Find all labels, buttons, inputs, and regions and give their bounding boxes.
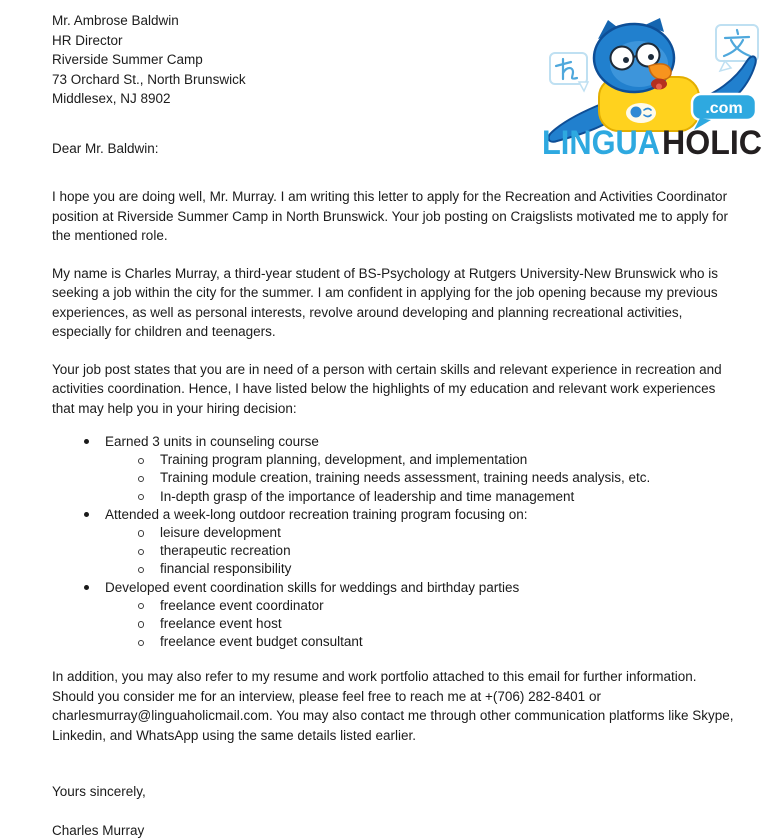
- bullet-circle-icon: [136, 469, 160, 487]
- valediction: Yours sincerely,: [52, 784, 146, 800]
- sub-bullet-item: [52, 469, 738, 487]
- sub-bullet-text: financial responsibility: [160, 561, 292, 577]
- bullet-item: [52, 506, 738, 524]
- bullet-circle-icon: [136, 597, 160, 615]
- bullet-dot-icon: [82, 579, 105, 597]
- sub-bullet-item: [52, 615, 738, 633]
- paragraph-about: My name is Charles Murray, a third-year student of BS-Psychology at Rutgers University-New Brunswick who is seeking a job within the city for the summer. I am confident in applying for the job opening because my previous experiences, as well as personal interests, revolve around developing and planning recreational activities, especially for children and teenagers.: [52, 265, 718, 339]
- bullet-circle-icon: [136, 615, 160, 633]
- recipient-title: HR Director: [52, 32, 123, 48]
- bullet-item: [52, 579, 738, 597]
- sub-bullet-item: [52, 488, 738, 506]
- bullet-text: Developed event coordination skills for weddings and birthday parties: [105, 579, 520, 595]
- sub-bullet-text: therapeutic recreation: [160, 543, 291, 559]
- bullet-circle-icon: [136, 560, 160, 578]
- sub-bullet-text: freelance event coordinator: [160, 597, 324, 613]
- highlights-list: [52, 433, 738, 651]
- wordmark-holic: HOLIC: [662, 124, 762, 161]
- recipient-company: Riverside Summer Camp: [52, 52, 203, 67]
- sub-bullet-item: [52, 451, 738, 469]
- recipient-street: 73 Orchard St., North Brunswick: [52, 71, 246, 87]
- sub-bullet-item: [52, 524, 738, 542]
- sub-bullet-item: [52, 597, 738, 615]
- signature-name: Charles Murray: [52, 822, 145, 838]
- speech-bubble-left: [550, 53, 588, 91]
- bullet-circle-icon: [136, 451, 160, 469]
- sub-bullet-text: In-depth grasp of the importance of leadership and time management: [160, 488, 575, 504]
- wordmark-lingua: LINGUA: [542, 124, 660, 161]
- dotcom-badge-label: .com: [705, 100, 743, 117]
- recipient-name: Mr. Ambrose Baldwin: [52, 13, 179, 28]
- sub-bullet-text: leisure development: [160, 525, 281, 541]
- paragraph-closing: In addition, you may also refer to my resume and work portfolio attached to this email for further information. Should you consider me for an interview, please feel free to reach me at +(706) 282-8401 or charlesmurray@linguaholicmail.com. You may also contact me through other communication platforms like Skype, Linkedin, and WhatsApp using the same details listed earlier.: [52, 669, 734, 743]
- sub-bullet-text: freelance event budget consultant: [160, 634, 363, 650]
- bullet-item: [52, 433, 738, 451]
- linguaholic-logo: [542, 17, 766, 161]
- bullet-dot-icon: [82, 433, 105, 451]
- owl-mascot-graphic: [542, 17, 766, 161]
- sub-bullet-item: [52, 560, 738, 578]
- sub-bullet-text: Training program planning, development, and implementation: [160, 452, 528, 468]
- bullet-circle-icon: [136, 633, 160, 651]
- sub-bullet-text: freelance event host: [160, 616, 282, 632]
- paragraph-highlights-lead: Your job post states that you are in need of a person with certain skills and relevant experience in recreation and activities coordination. Hence, I have listed below the highlights of my education and relevant work experiences that may help you in your hiring decision:: [52, 361, 722, 416]
- bullet-text: Attended a week-long outdoor recreation training program focusing on:: [105, 506, 528, 522]
- salutation: Dear Mr. Baldwin:: [52, 140, 159, 156]
- sub-bullet-text: Training module creation, training needs assessment, training needs analysis, etc.: [160, 470, 651, 486]
- recipient-city: Middlesex, NJ 8902: [52, 91, 171, 106]
- sub-bullet-item: [52, 633, 738, 651]
- bullet-circle-icon: [136, 488, 160, 506]
- bullet-dot-icon: [82, 506, 105, 524]
- bullet-text: Earned 3 units in counseling course: [105, 434, 319, 449]
- paragraph-intro: I hope you are doing well, Mr. Murray. I am writing this letter to apply for the Recreation and Activities Coordinator position at Riverside Summer Camp in North Brunswick. Your job posting on Craigslists motivated me to apply for the mentioned role.: [52, 189, 729, 243]
- wordmark: [542, 124, 762, 161]
- sub-bullet-item: [52, 542, 738, 560]
- bullet-circle-icon: [136, 542, 160, 560]
- bullet-circle-icon: [136, 524, 160, 542]
